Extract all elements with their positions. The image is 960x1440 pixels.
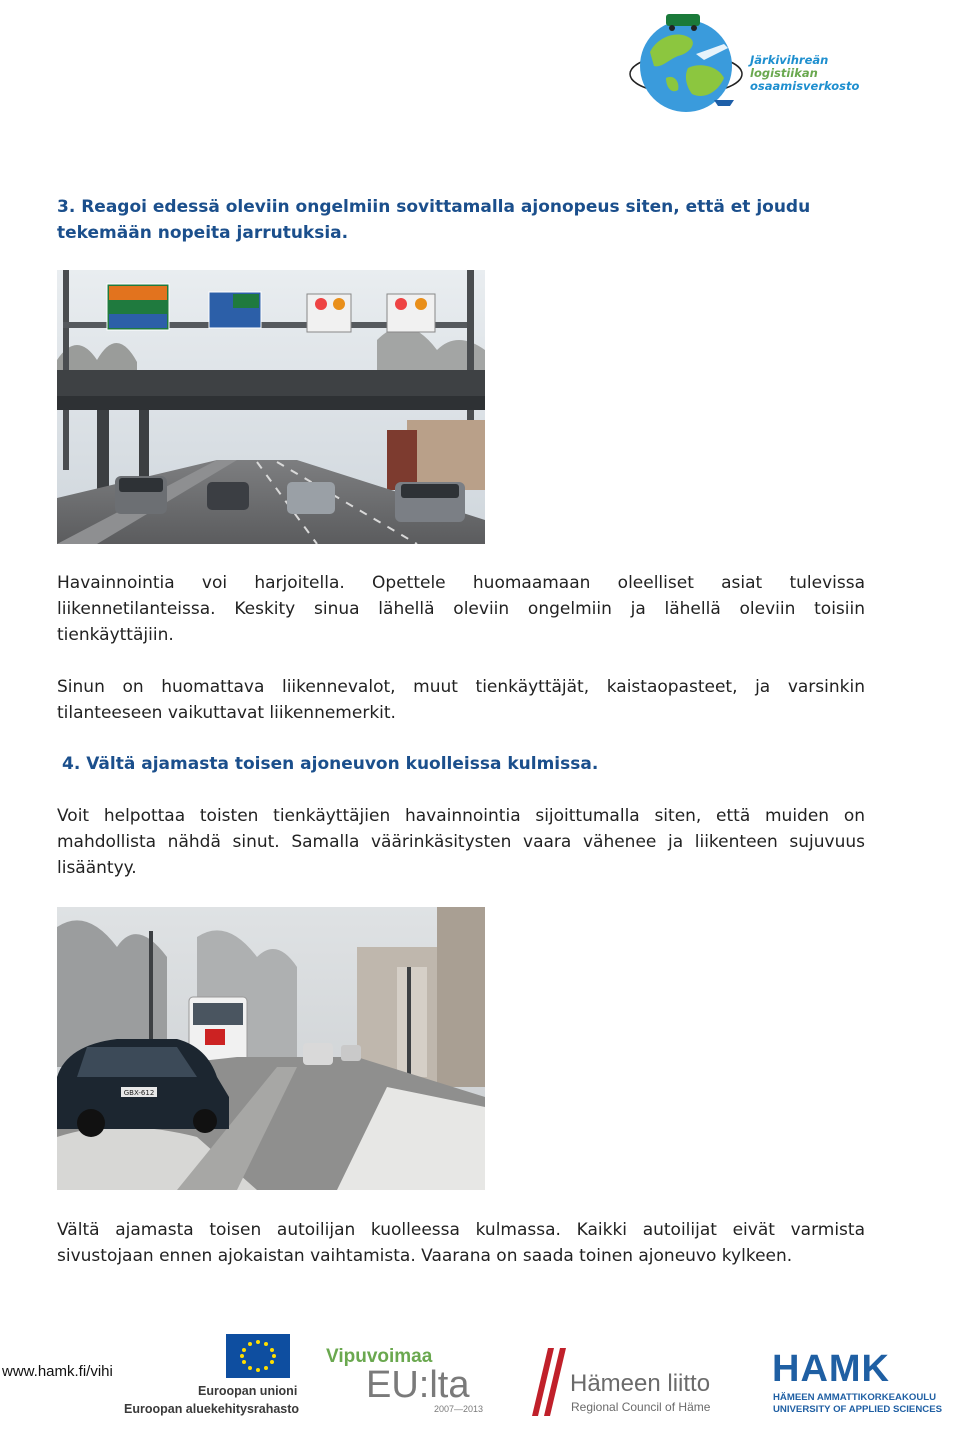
eu-flag-icon xyxy=(226,1334,290,1378)
notice-paragraph: Sinun on huomattava liikennevalot, muut tienkäyttäjät, kaistaopasteet, ja varsinkin tilanteeseen vaikuttavat liikennemerkit. xyxy=(57,677,865,723)
vipu-years-text: 2007—2013 xyxy=(434,1404,484,1414)
hamk-university-text: UNIVERSITY OF APPLIED SCIENCES xyxy=(773,1404,942,1415)
hameen-stripes-icon xyxy=(528,1346,570,1418)
eu-fund-label: Euroopan aluekehitysrahasto xyxy=(124,1402,300,1416)
logo-line-2: logistiikan xyxy=(750,66,818,80)
blind-spot-paragraph: Vältä ajamasta toisen autoilijan kuolleessa kulmassa. Kaikki autoilijat eivät varmista sivustojaan ennen ajokaistan vaihtamista. Vaarana on saada toinen ajoneuvo kylkeen. xyxy=(57,1220,865,1266)
vipuvoimaa-logo xyxy=(326,1346,486,1418)
hamk-name-text: HAMK xyxy=(772,1348,890,1390)
vipu-top-text: Vipuvoimaa xyxy=(326,1346,433,1367)
hamk-logo xyxy=(772,1348,942,1418)
road-signs-photo xyxy=(57,270,485,544)
section-3-heading: 3. Reagoi edessä oleviin ongelmiin sovittamalla ajonopeus siten, että et joudu tekemään nopeita jarrutuksia. xyxy=(57,197,811,243)
vipu-eu-text: EU:lta xyxy=(366,1364,470,1406)
section-4-heading: 4. Vältä ajamasta toisen ajoneuvon kuolleissa kulmissa. xyxy=(62,754,599,774)
logo-line-3: osaamisverkosto xyxy=(750,79,860,93)
snowy-street-photo xyxy=(57,907,485,1190)
hamk-school-text: HÄMEEN AMMATTIKORKEAKOULU xyxy=(773,1392,937,1403)
observation-paragraph: Havainnointia voi harjoitella. Opettele huomaamaan oleelliset asiat tulevissa liikennetilanteissa. Keskity sinua lähellä oleviin ongelmiin ja lähellä oleviin toisiin tienkäyttäjiin. xyxy=(57,573,865,645)
network-logo xyxy=(628,8,860,126)
visibility-paragraph: Voit helpottaa toisten tienkäyttäjien havainnointia sijoittumalla siten, että muiden on mahdollista nähdä sinut. Samalla väärinkäsitysten vaara vähenee ja liikenteen sujuvuus lisääntyy. xyxy=(57,806,865,878)
hameen-liitto-logo xyxy=(528,1346,728,1418)
eu-union-label: Euroopan unioni xyxy=(198,1384,298,1398)
hameen-sub-text: Regional Council of Häme xyxy=(571,1400,711,1414)
hameen-name-text: Hämeen liitto xyxy=(570,1370,711,1397)
eu-logo xyxy=(120,1334,300,1418)
footer-url-link[interactable]: www.hamk.fi/vihi xyxy=(2,1363,113,1380)
logo-line-1: Järkivihreän xyxy=(750,53,829,67)
license-plate: GBX-612 xyxy=(123,1089,155,1097)
